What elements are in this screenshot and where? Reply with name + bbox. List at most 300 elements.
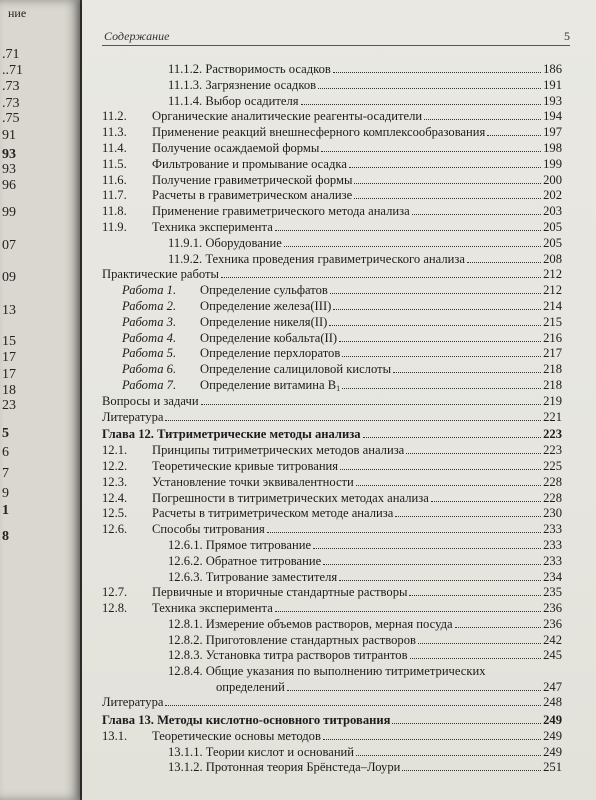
toc-chapter-row bbox=[102, 713, 562, 729]
toc-entry-text: Определение сульфатов bbox=[200, 283, 328, 298]
toc-entry-text: Техника эксперимента bbox=[152, 601, 273, 616]
toc-row bbox=[102, 141, 562, 157]
toc-row bbox=[102, 522, 562, 538]
toc-entry bbox=[152, 506, 562, 522]
toc-entry-title bbox=[168, 236, 282, 252]
left-page-fragment: 96 bbox=[2, 178, 16, 193]
toc-entry-text: Применение гравиметрического метода анализа bbox=[152, 204, 410, 219]
dot-leader bbox=[329, 315, 541, 326]
dot-leader bbox=[406, 443, 541, 454]
left-page-fragment: 1 bbox=[2, 503, 9, 518]
toc-entry-title bbox=[102, 394, 199, 410]
toc-entry-text: Литература bbox=[102, 409, 164, 424]
toc-entry bbox=[152, 522, 562, 538]
toc-page-number: 216 bbox=[543, 330, 562, 345]
toc-entry bbox=[102, 394, 562, 410]
toc-entry-text: Теоретические основы методов bbox=[152, 728, 321, 743]
toc-page-number: 247 bbox=[543, 680, 562, 695]
dot-leader bbox=[354, 173, 541, 184]
toc-entry-text: 13.1.1. Теории кислот и оснований bbox=[168, 744, 355, 759]
toc-entry bbox=[102, 410, 562, 426]
dot-leader bbox=[221, 267, 541, 278]
book-page bbox=[82, 0, 596, 800]
toc-page-number: 198 bbox=[543, 140, 562, 155]
toc-entry bbox=[152, 459, 562, 475]
toc-page-number: 249 bbox=[543, 744, 562, 759]
toc-page-number: 199 bbox=[543, 156, 562, 171]
toc-entry-text: 11.9.2. Техника проведения гравиметрического анализа bbox=[168, 251, 465, 266]
toc-page-number: 228 bbox=[543, 490, 562, 505]
toc-entry-text: Определение кобальта(II) bbox=[200, 330, 338, 345]
dot-leader bbox=[318, 78, 541, 89]
toc-entry bbox=[122, 362, 562, 378]
toc-row bbox=[102, 252, 562, 268]
left-page-fragment: ние bbox=[8, 6, 27, 20]
toc-entry-text: Расчеты в титриметрическом методе анализа bbox=[152, 506, 394, 521]
left-page-fragment: .71 bbox=[2, 47, 20, 62]
left-page-fragment: 5 bbox=[2, 426, 9, 441]
toc-page-number: 215 bbox=[543, 314, 562, 329]
dot-leader bbox=[323, 729, 541, 740]
left-page-fragment: 17 bbox=[2, 367, 16, 382]
left-page-fragment: 8 bbox=[2, 529, 9, 544]
left-page-fragment: 6 bbox=[2, 445, 9, 460]
toc-entry-text: Вопросы и задачи bbox=[102, 393, 199, 408]
toc-entry bbox=[152, 729, 562, 745]
dot-leader bbox=[165, 410, 541, 421]
toc-page-number: 230 bbox=[543, 506, 562, 521]
dot-leader bbox=[301, 94, 542, 105]
toc-entry-title bbox=[152, 459, 338, 475]
toc-row bbox=[102, 475, 562, 491]
toc-entry bbox=[102, 713, 562, 729]
table-of-contents bbox=[102, 62, 562, 776]
toc-entry-title bbox=[122, 315, 327, 331]
dot-leader bbox=[424, 109, 541, 120]
toc-row bbox=[102, 267, 562, 283]
toc-row bbox=[102, 601, 562, 617]
dot-leader bbox=[354, 188, 541, 199]
toc-entry-title bbox=[152, 491, 429, 507]
left-page-fragment: 17 bbox=[2, 350, 16, 365]
toc-entry bbox=[168, 252, 562, 268]
toc-entry-title: 12.8.4. Общие указания по выполнению титриметрических bbox=[168, 664, 486, 679]
dot-leader bbox=[313, 538, 541, 549]
toc-row bbox=[102, 695, 562, 711]
toc-entry-title bbox=[152, 601, 273, 617]
dot-leader bbox=[410, 648, 542, 659]
toc-entry-title bbox=[102, 695, 163, 711]
toc-entry-title bbox=[122, 299, 331, 315]
dot-leader bbox=[467, 252, 541, 263]
toc-section-number: 12.1. bbox=[102, 443, 128, 458]
dot-leader bbox=[487, 125, 541, 136]
toc-page-number: 212 bbox=[543, 283, 562, 298]
dot-leader bbox=[402, 760, 541, 771]
toc-entry-text: 11.1.2. Растворимость осадков bbox=[168, 62, 331, 76]
toc-section-number: 11.6. bbox=[102, 172, 127, 187]
toc-entry-text: Глава 13. Методы кислотно-основного титрования bbox=[102, 713, 391, 728]
toc-entry-text: Литература bbox=[102, 695, 164, 710]
toc-row bbox=[102, 204, 562, 220]
toc-row bbox=[102, 173, 562, 189]
toc-row bbox=[102, 617, 562, 633]
toc-page-number: 228 bbox=[543, 474, 562, 489]
toc-entry-title bbox=[152, 141, 319, 157]
toc-chapter-row bbox=[102, 427, 562, 443]
toc-row bbox=[102, 745, 562, 761]
dot-leader bbox=[287, 680, 541, 691]
toc-row bbox=[102, 188, 562, 204]
toc-entry-title bbox=[168, 760, 400, 776]
dot-leader bbox=[363, 427, 542, 438]
toc-entry-text: Установление точки эквивалентности bbox=[152, 474, 354, 489]
toc-work-label: Работа 3. bbox=[122, 314, 177, 329]
left-page-fragment: 07 bbox=[2, 238, 16, 253]
toc-page-number: 233 bbox=[543, 553, 562, 568]
toc-entry-text: 12.8.3. Установка титра растворов титрантов bbox=[168, 648, 408, 663]
toc-entry bbox=[122, 283, 562, 299]
toc-page-number: 219 bbox=[543, 393, 562, 408]
toc-entry bbox=[152, 141, 562, 157]
toc-entry-text: Теоретические кривые титрования bbox=[152, 458, 339, 473]
toc-page-number: 221 bbox=[543, 409, 562, 424]
toc-page-number: 233 bbox=[543, 522, 562, 537]
toc-page-number: 217 bbox=[543, 346, 562, 361]
toc-row bbox=[102, 443, 562, 459]
left-page-fragment: 09 bbox=[2, 270, 16, 285]
toc-page-number: 236 bbox=[543, 601, 562, 616]
toc-work-label: Работа 4. bbox=[122, 330, 177, 345]
toc-row bbox=[102, 346, 562, 362]
toc-entry-title bbox=[102, 410, 163, 426]
toc-entry-title bbox=[122, 283, 328, 299]
toc-entry-title bbox=[168, 633, 416, 649]
page-number: 5 bbox=[564, 29, 570, 43]
toc-entry bbox=[122, 315, 562, 331]
toc-entry-title bbox=[168, 538, 311, 554]
toc-page-number: 218 bbox=[543, 362, 562, 377]
toc-entry bbox=[152, 109, 562, 125]
toc-section-number: 12.7. bbox=[102, 585, 128, 600]
toc-entry bbox=[152, 491, 562, 507]
dot-leader bbox=[333, 299, 541, 310]
toc-section-number: 12.6. bbox=[102, 522, 128, 537]
toc-page-number: 242 bbox=[543, 632, 562, 647]
toc-entry-title bbox=[152, 220, 273, 236]
toc-entry bbox=[152, 204, 562, 220]
dot-leader bbox=[455, 617, 542, 628]
toc-entry bbox=[168, 236, 562, 252]
toc-entry bbox=[152, 443, 562, 459]
toc-entry-text: 13.1.2. Протонная теория Брёнстеда–Лоури bbox=[168, 760, 401, 775]
toc-entry-title bbox=[152, 173, 352, 189]
toc-entry-title bbox=[168, 617, 453, 633]
toc-row bbox=[102, 125, 562, 141]
toc-row bbox=[102, 109, 562, 125]
toc-row bbox=[102, 78, 562, 94]
dot-leader bbox=[431, 491, 541, 502]
dot-leader bbox=[275, 601, 541, 612]
toc-row bbox=[102, 62, 562, 78]
subscript: 1 bbox=[336, 383, 341, 393]
toc-entry bbox=[102, 267, 562, 283]
toc-entry bbox=[168, 554, 562, 570]
running-header-title: Содержание bbox=[104, 29, 170, 43]
dot-leader bbox=[201, 394, 542, 405]
toc-entry-title bbox=[152, 109, 422, 125]
toc-section-number: 12.4. bbox=[102, 490, 128, 505]
toc-entry bbox=[168, 62, 562, 78]
toc-entry-text: Получение осаждаемой формы bbox=[152, 140, 320, 155]
toc-entry bbox=[168, 664, 562, 696]
toc-entry bbox=[152, 475, 562, 491]
toc-row bbox=[102, 648, 562, 664]
toc-entry bbox=[122, 299, 562, 315]
toc-entry bbox=[152, 220, 562, 236]
toc-entry-text: Определение никеля(II) bbox=[200, 314, 328, 329]
toc-section-number: 12.8. bbox=[102, 601, 128, 616]
toc-entry-title-cont: определений bbox=[216, 680, 285, 695]
dot-leader bbox=[333, 62, 541, 73]
toc-entry-title bbox=[168, 570, 337, 586]
toc-page-number: 223 bbox=[543, 427, 562, 442]
toc-row bbox=[102, 585, 562, 601]
dot-leader bbox=[393, 362, 541, 373]
toc-entry bbox=[168, 570, 562, 586]
left-page-fragment: ..71 bbox=[2, 63, 23, 78]
toc-entry-title bbox=[102, 713, 390, 729]
dot-leader bbox=[339, 331, 541, 342]
toc-entry-text: Определение перхлоратов bbox=[200, 346, 341, 361]
toc-entry bbox=[168, 633, 562, 649]
toc-page-number: 200 bbox=[543, 172, 562, 187]
toc-entry-text: 12.8.2. Приготовление стандартных растворов bbox=[168, 632, 416, 647]
dot-leader bbox=[342, 346, 541, 357]
left-page-fragment: 7 bbox=[2, 466, 9, 481]
toc-entry-text: Фильтрование и промывание осадка bbox=[152, 156, 347, 171]
toc-row bbox=[102, 633, 562, 649]
toc-page-number: 249 bbox=[543, 713, 562, 728]
toc-page-number: 202 bbox=[543, 188, 562, 203]
left-page-fragment: 23 bbox=[2, 398, 16, 413]
toc-entry-title bbox=[168, 62, 331, 78]
toc-row bbox=[102, 220, 562, 236]
toc-row bbox=[102, 94, 562, 110]
toc-entry-text: 12.6.3. Титрование заместителя bbox=[168, 569, 338, 584]
left-page-fragment: 93 bbox=[2, 162, 16, 177]
toc-entry-text: Органические аналитические реагенты-осадители bbox=[152, 109, 423, 124]
toc-entry-text: Первичные и вторичные стандартные растворы bbox=[152, 585, 408, 600]
toc-work-label: Работа 6. bbox=[122, 362, 177, 377]
left-page-fragment: .73 bbox=[2, 96, 20, 111]
toc-entry-text: 11.9.1. Оборудование bbox=[168, 235, 282, 250]
toc-page-number: 186 bbox=[543, 62, 562, 76]
dot-leader bbox=[275, 220, 541, 231]
toc-entry bbox=[168, 78, 562, 94]
toc-page-number: 225 bbox=[543, 458, 562, 473]
toc-page-number: 235 bbox=[543, 585, 562, 600]
toc-entry-text: Принципы титриметрических методов анализа bbox=[152, 443, 405, 458]
toc-page-number: 197 bbox=[543, 125, 562, 140]
toc-entry-title bbox=[168, 554, 321, 570]
toc-entry bbox=[152, 601, 562, 617]
dot-leader bbox=[349, 157, 541, 168]
toc-entry-text: 12.6.2. Обратное титрование bbox=[168, 553, 322, 568]
toc-entry-text: Расчеты в гравиметрическом анализе bbox=[152, 188, 353, 203]
dot-leader bbox=[412, 204, 541, 215]
toc-entry-title bbox=[152, 506, 393, 522]
toc-entry-title bbox=[152, 125, 485, 141]
toc-page-number: 194 bbox=[543, 109, 562, 124]
toc-entry bbox=[168, 538, 562, 554]
toc-row bbox=[102, 554, 562, 570]
toc-entry-text: 12.6.1. Прямое титрование bbox=[168, 537, 312, 552]
toc-row bbox=[102, 331, 562, 347]
toc-row bbox=[102, 760, 562, 776]
toc-row bbox=[102, 491, 562, 507]
toc-entry-title bbox=[152, 204, 410, 220]
toc-entry-title bbox=[152, 729, 321, 745]
toc-entry-title bbox=[152, 585, 407, 601]
toc-work-label: Работа 7. bbox=[122, 377, 177, 392]
toc-entry-title bbox=[152, 157, 347, 173]
dot-leader bbox=[392, 713, 541, 724]
toc-entry-title bbox=[168, 745, 354, 761]
toc-page-number: 193 bbox=[543, 93, 562, 108]
toc-entry-text: Способы титрования bbox=[152, 522, 265, 537]
toc-row bbox=[102, 394, 562, 410]
toc-section-number: 11.2. bbox=[102, 109, 127, 124]
dot-leader bbox=[356, 745, 541, 756]
toc-entry-text: Погрешности в титриметрических методах анализа bbox=[152, 490, 429, 505]
toc-row bbox=[102, 538, 562, 554]
running-header bbox=[102, 27, 570, 46]
toc-entry-title bbox=[122, 346, 340, 362]
toc-row bbox=[102, 570, 562, 586]
left-page-fragment: 91 bbox=[2, 128, 16, 143]
toc-entry-title bbox=[102, 427, 361, 443]
dot-leader bbox=[340, 459, 541, 470]
toc-entry-text: Применение реакций внешнесферного комплексообразования bbox=[152, 125, 486, 140]
toc-row bbox=[102, 157, 562, 173]
toc-entry-title bbox=[168, 78, 316, 94]
toc-section-number: 11.8. bbox=[102, 204, 127, 219]
toc-page-number: 248 bbox=[543, 695, 562, 710]
toc-entry-title bbox=[168, 648, 408, 664]
toc-page-number: 234 bbox=[543, 569, 562, 584]
toc-entry-text: Определение витамина B bbox=[200, 377, 337, 392]
toc-row bbox=[102, 410, 562, 426]
toc-entry-text: Определение железа(III) bbox=[200, 298, 332, 313]
dot-leader bbox=[321, 141, 541, 152]
toc-entry-text: Техника эксперимента bbox=[152, 219, 273, 234]
toc-section-number: 11.9. bbox=[102, 219, 127, 234]
toc-row bbox=[102, 315, 562, 331]
toc-section-number: 11.5. bbox=[102, 156, 127, 171]
toc-page-number: 205 bbox=[543, 235, 562, 250]
toc-entry bbox=[152, 173, 562, 189]
toc-entry bbox=[152, 585, 562, 601]
toc-page-number: 205 bbox=[543, 219, 562, 234]
previous-page-edge bbox=[0, 0, 80, 800]
toc-page-number: 245 bbox=[543, 648, 562, 663]
dot-leader bbox=[395, 506, 541, 517]
toc-entry-title bbox=[152, 443, 404, 459]
toc-work-label: Работа 2. bbox=[122, 298, 177, 313]
toc-page-number: 233 bbox=[543, 537, 562, 552]
toc-entry-title bbox=[122, 362, 391, 378]
left-page-fragment: 9 bbox=[2, 486, 9, 501]
toc-work-label: Работа 1. bbox=[122, 283, 177, 298]
left-page-fragment: 13 bbox=[2, 303, 16, 318]
toc-row bbox=[102, 236, 562, 252]
toc-entry bbox=[102, 427, 562, 443]
toc-entry bbox=[168, 617, 562, 633]
left-page-fragment: 99 bbox=[2, 205, 16, 220]
toc-page-number: 236 bbox=[543, 616, 562, 631]
toc-entry-text: 11.1.4. Выбор осадителя bbox=[168, 93, 299, 108]
toc-entry bbox=[152, 125, 562, 141]
toc-row bbox=[102, 506, 562, 522]
toc-entry-text: Получение гравиметрической формы bbox=[152, 172, 353, 187]
left-page-fragment: 15 bbox=[2, 334, 16, 349]
toc-row bbox=[102, 664, 562, 695]
dot-leader bbox=[323, 554, 541, 565]
toc-entry bbox=[152, 188, 562, 204]
toc-page-number: 212 bbox=[543, 267, 562, 282]
toc-entry bbox=[168, 94, 562, 110]
left-page-fragment: .73 bbox=[2, 79, 20, 94]
toc-section-number: 13.1. bbox=[102, 728, 128, 743]
toc-section-number: 11.7. bbox=[102, 188, 127, 203]
toc-entry-title bbox=[152, 475, 354, 491]
toc-row bbox=[102, 378, 562, 394]
toc-page-number: 214 bbox=[543, 298, 562, 313]
toc-page-number: 249 bbox=[543, 728, 562, 743]
toc-work-label: Работа 5. bbox=[122, 346, 177, 361]
toc-entry-text: Глава 12. Титриметрические методы анализа bbox=[102, 427, 361, 442]
toc-row bbox=[102, 729, 562, 745]
toc-row bbox=[102, 283, 562, 299]
toc-entry-text: 12.8.1. Измерение объемов растворов, мерная посуда bbox=[168, 616, 453, 631]
toc-entry-title bbox=[122, 331, 337, 347]
toc-page-number: 208 bbox=[543, 251, 562, 266]
dot-leader bbox=[339, 570, 541, 581]
toc-row bbox=[102, 299, 562, 315]
dot-leader bbox=[342, 378, 541, 389]
toc-entry bbox=[122, 331, 562, 347]
toc-entry-text: Практические работы bbox=[102, 267, 219, 282]
left-page-fragment: 93 bbox=[2, 147, 16, 162]
toc-entry bbox=[168, 745, 562, 761]
toc-entry bbox=[102, 695, 562, 711]
toc-section-number: 12.5. bbox=[102, 506, 128, 521]
toc-entry-title bbox=[102, 267, 219, 283]
toc-section-number: 11.3. bbox=[102, 125, 127, 140]
toc-page-number: 191 bbox=[543, 77, 562, 92]
dot-leader bbox=[284, 236, 541, 247]
toc-row bbox=[102, 459, 562, 475]
toc-entry-title bbox=[168, 252, 465, 268]
toc-entry-title bbox=[152, 188, 352, 204]
toc-page-number: 223 bbox=[543, 443, 562, 458]
toc-entry bbox=[122, 346, 562, 362]
dot-leader bbox=[418, 633, 541, 644]
dot-leader bbox=[356, 475, 541, 486]
toc-entry bbox=[168, 760, 562, 776]
dot-leader bbox=[267, 522, 541, 533]
